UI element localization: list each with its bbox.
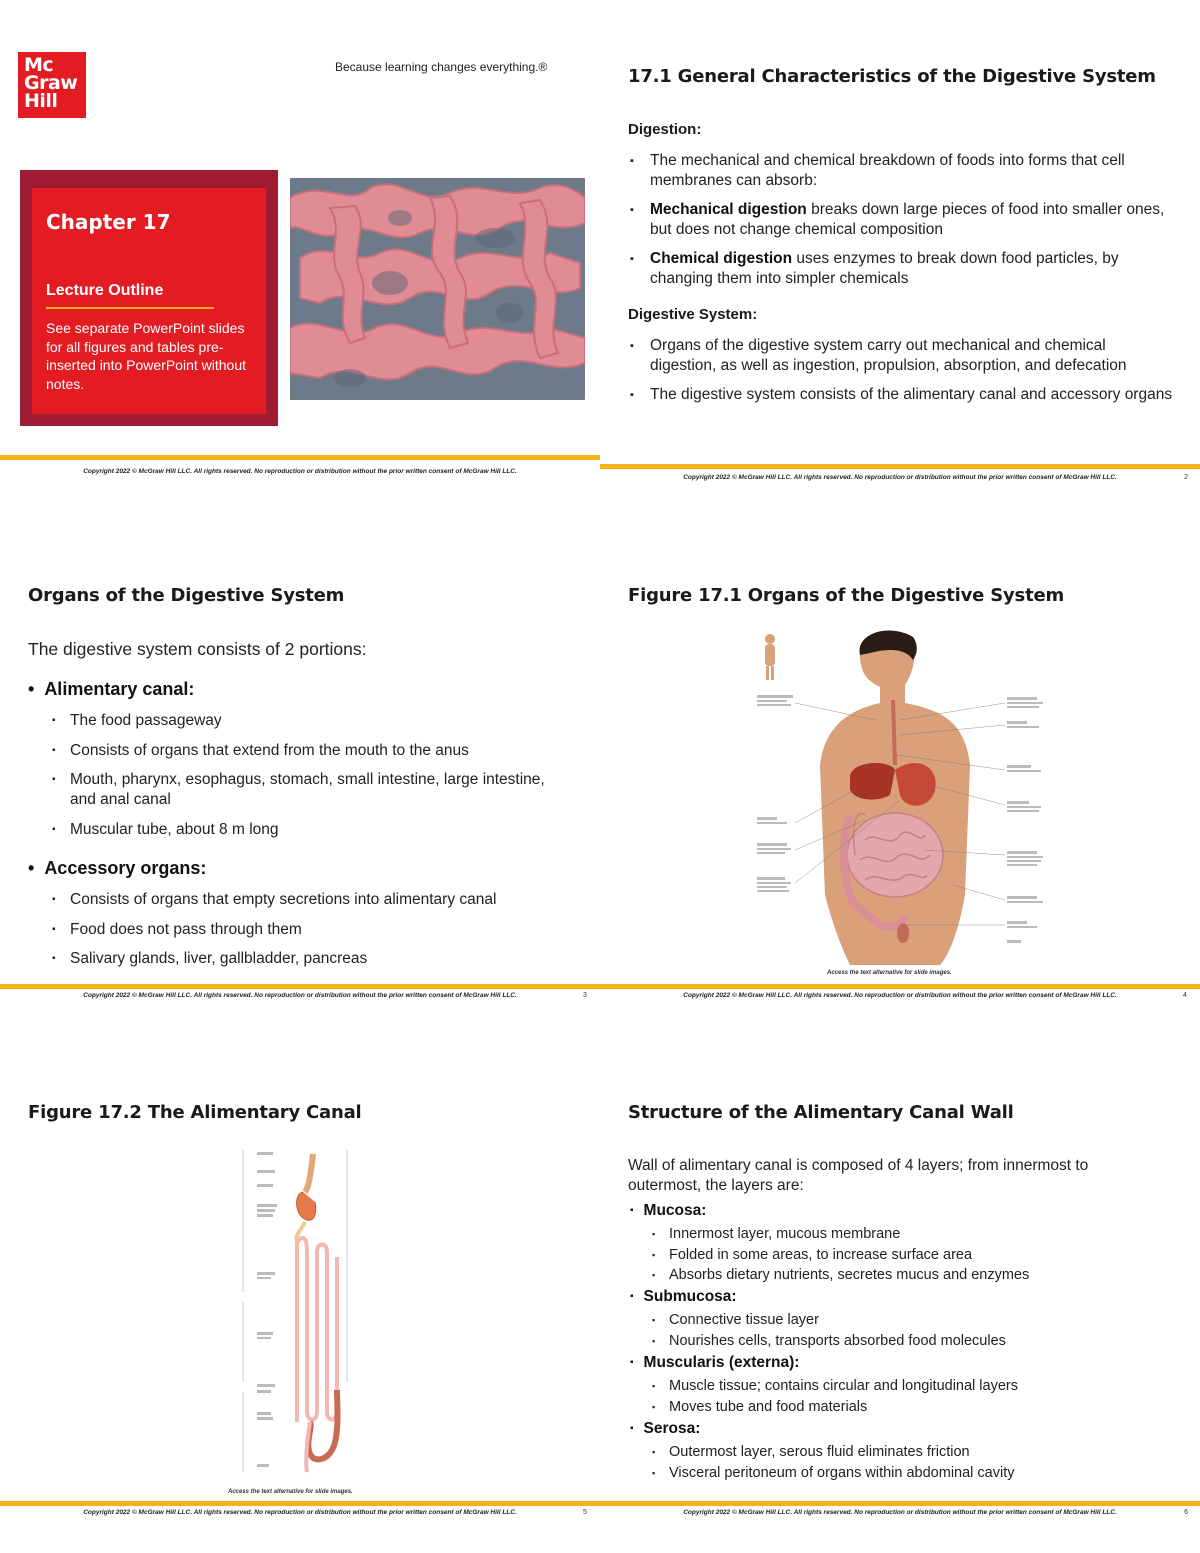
section-heading-digestive-system: Digestive System: — [628, 306, 758, 323]
footer-bar — [600, 464, 1200, 469]
lecture-description: See separate PowerPoint slides for all figures and tables pre-inserted into PowerPoint without notes. — [46, 320, 246, 392]
footer-bar — [0, 455, 600, 460]
slide-3 — [0, 517, 600, 1034]
slide-title: Structure of the Alimentary Canal Wall — [628, 1102, 1014, 1123]
lecture-title: Lecture Outline — [46, 282, 214, 309]
digestive-organs-figure — [755, 625, 1045, 965]
submucosa-list — [652, 1310, 1006, 1351]
list-item: ▪ Innermost layer, mucous membrane — [652, 1224, 1029, 1245]
digestion-list — [628, 151, 1173, 298]
list-item: ▪ Chemical digestion uses enzymes to break down food particles, by changing them into simpler chemicals — [628, 249, 1173, 289]
copyright-footer: Copyright 2022 © McGraw Hill LLC. All rights reserved. No reproduction or distribution without the prior written consent of McGraw Hill LLC. — [683, 474, 1117, 481]
list-item: ▪ Muscular tube, about 8 m long — [52, 820, 572, 840]
layer-serosa: ▪ Serosa: — [630, 1420, 700, 1438]
list-item: ▪ Outermost layer, serous fluid eliminates friction — [652, 1442, 1015, 1463]
text-alternative-link[interactable]: Access the text alternative for slide images. — [827, 970, 952, 976]
list-item: ▪ Visceral peritoneum of organs within abdominal cavity — [652, 1463, 1015, 1484]
serosa-list — [652, 1442, 1015, 1483]
alimentary-canal-list — [52, 711, 572, 849]
slide-4 — [600, 517, 1200, 1034]
tagline: Because learning changes everything.® — [335, 60, 548, 74]
layer-muscularis: ▪ Muscularis (externa): — [630, 1354, 799, 1372]
layer-submucosa: ▪ Submucosa: — [630, 1288, 737, 1306]
intro-text: The digestive system consists of 2 portions: — [28, 639, 367, 659]
intestinal-villi-photo — [290, 178, 585, 400]
page-number: 4 — [1183, 992, 1187, 999]
footer-bar — [600, 984, 1200, 989]
list-item: ▪ Organs of the digestive system carry out mechanical and chemical digestion, as well as ingestion, propulsion, absorption, and defecation — [628, 336, 1173, 376]
chapter-box — [20, 170, 278, 426]
list-item: ▪ The food passageway — [52, 711, 572, 731]
page-number: 6 — [1184, 1509, 1188, 1516]
digestive-system-list — [628, 336, 1173, 414]
slide-6 — [600, 1034, 1200, 1551]
slide-title: 17.1 General Characteristics of the Digestive System — [628, 66, 1156, 87]
slide-title: Organs of the Digestive System — [28, 585, 345, 606]
footer-bar — [0, 1501, 600, 1506]
list-item: ▪ The digestive system consists of the alimentary canal and accessory organs — [628, 385, 1173, 405]
list-item: ▪ Moves tube and food materials — [652, 1397, 1018, 1418]
text-alternative-link[interactable]: Access the text alternative for slide images. — [228, 1489, 353, 1495]
list-item: ▪ Consists of organs that extend from the mouth to the anus — [52, 741, 572, 761]
copyright-footer: Copyright 2022 © McGraw Hill LLC. All rights reserved. No reproduction or distribution without the prior written consent of McGraw Hill LLC. — [683, 992, 1117, 999]
list-item: ▪ Consists of organs that empty secretions into alimentary canal — [52, 890, 572, 910]
section-heading-digestion: Digestion: — [628, 121, 702, 138]
list-item: ▪ Connective tissue layer — [652, 1310, 1006, 1331]
mcgraw-hill-logo: Mc Graw Hill — [18, 52, 86, 118]
copyright-footer: Copyright 2022 © McGraw Hill LLC. All rights reserved. No reproduction or distribution without the prior written consent of McGraw Hill LLC. — [683, 1509, 1117, 1516]
list-item: ▪ Absorbs dietary nutrients, secretes mucus and enzymes — [652, 1265, 1029, 1286]
slide-2 — [600, 0, 1200, 517]
copyright-footer: Copyright 2022 © McGraw Hill LLC. All rights reserved. No reproduction or distribution without the prior written consent of McGraw Hill LLC. — [83, 468, 517, 475]
list-item: ▪ Mechanical digestion breaks down large pieces of food into smaller ones, but does not change chemical composition — [628, 200, 1173, 240]
list-item: ▪ Food does not pass through them — [52, 920, 572, 940]
layer-mucosa: ▪ Mucosa: — [630, 1202, 706, 1220]
alimentary-canal-figure — [235, 1142, 365, 1477]
page-number: 2 — [1184, 474, 1188, 481]
heading-alimentary-canal: • Alimentary canal: — [28, 679, 194, 700]
copyright-footer: Copyright 2022 © McGraw Hill LLC. All rights reserved. No reproduction or distribution without the prior written consent of McGraw Hill LLC. — [83, 1509, 517, 1516]
page-number: 5 — [583, 1509, 587, 1516]
slide-5 — [0, 1034, 600, 1551]
list-item: ▪ Salivary glands, liver, gallbladder, pancreas — [52, 949, 572, 969]
list-item: ▪ The mechanical and chemical breakdown of foods into forms that cell membranes can absorb: — [628, 151, 1173, 191]
slide-title: Figure 17.2 The Alimentary Canal — [28, 1102, 362, 1123]
list-item: ▪ Muscle tissue; contains circular and longitudinal layers — [652, 1376, 1018, 1397]
page-number: 3 — [583, 992, 587, 999]
slide-1 — [0, 0, 600, 517]
slide-title: Figure 17.1 Organs of the Digestive System — [628, 585, 1065, 606]
accessory-organs-list — [52, 890, 572, 979]
copyright-footer: Copyright 2022 © McGraw Hill LLC. All rights reserved. No reproduction or distribution without the prior written consent of McGraw Hill LLC. — [83, 992, 517, 999]
heading-accessory-organs: • Accessory organs: — [28, 858, 206, 879]
muscularis-list — [652, 1376, 1018, 1417]
mucosa-list — [652, 1224, 1029, 1286]
intro-text: Wall of alimentary canal is composed of 4 layers; from innermost to outermost, the layers are: — [628, 1157, 1089, 1194]
list-item: ▪ Folded in some areas, to increase surface area — [652, 1245, 1029, 1266]
list-item: ▪ Nourishes cells, transports absorbed food molecules — [652, 1331, 1006, 1352]
list-item: ▪ Mouth, pharynx, esophagus, stomach, small intestine, large intestine, and anal canal — [52, 770, 572, 810]
footer-bar — [600, 1501, 1200, 1506]
chapter-title: Chapter 17 — [46, 210, 171, 234]
footer-bar — [0, 984, 600, 989]
